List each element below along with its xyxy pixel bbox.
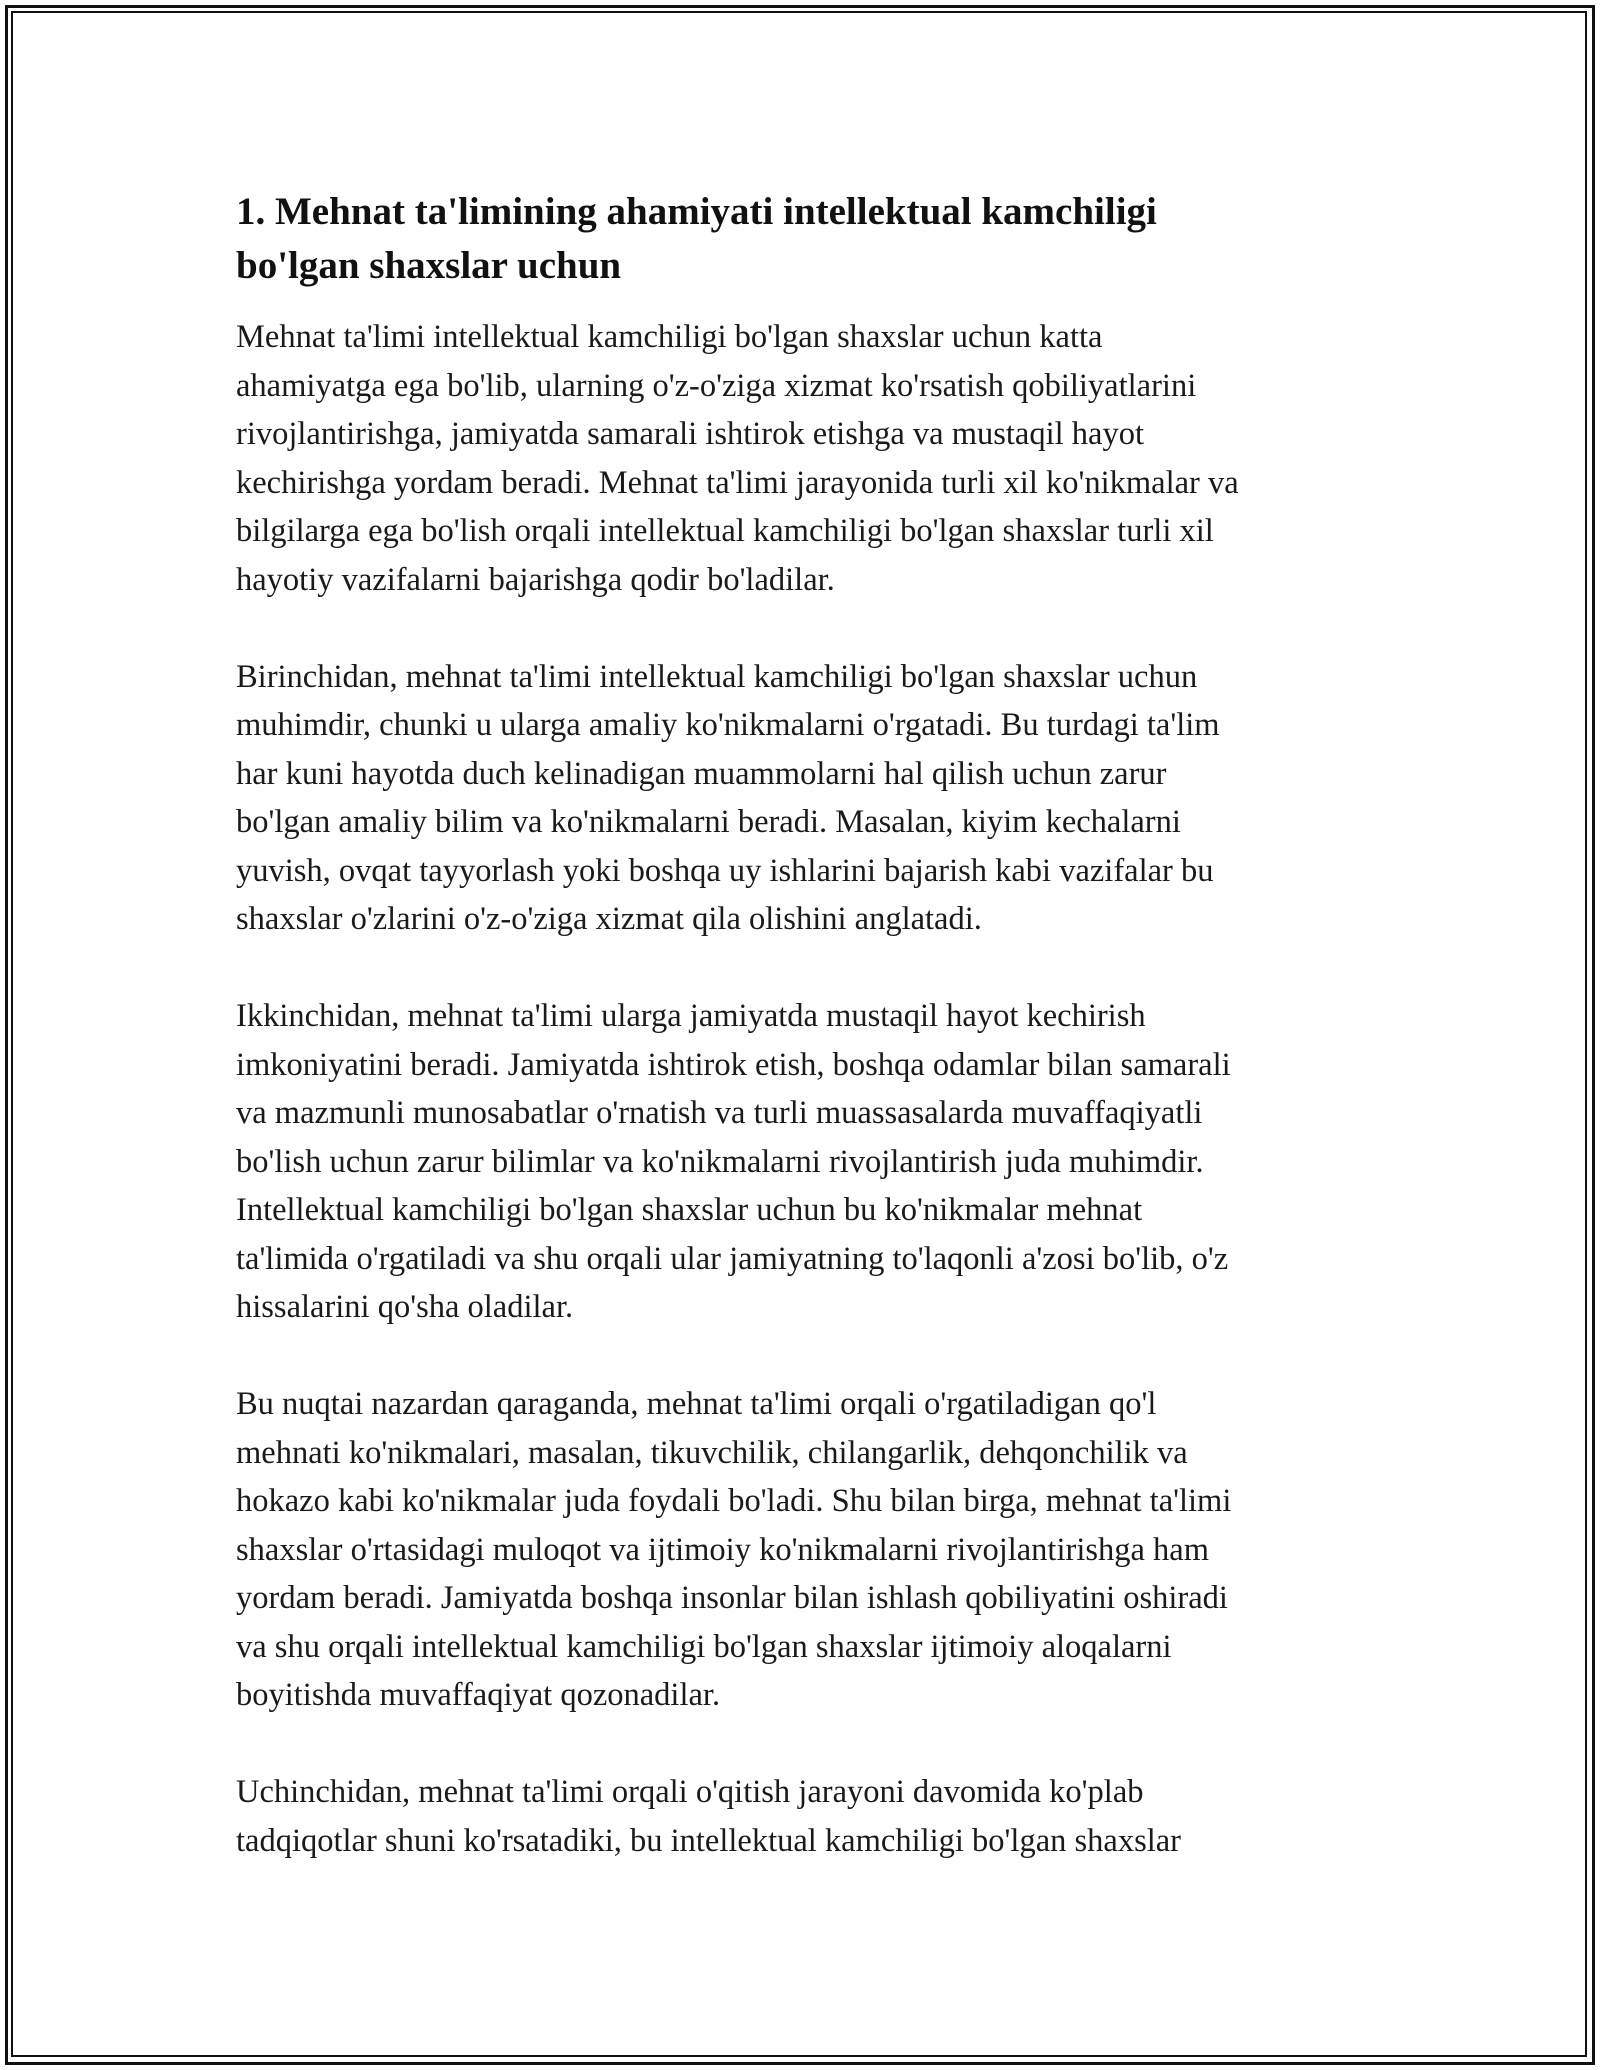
text-line: Ikkinchidan, mehnat ta'limi ularga jamiyatda mustaqil hayot kechirish bbox=[236, 998, 1146, 1034]
text-line: va mazmunli munosabatlar o'rnatish va turli muassasalarda muvaffaqiyatli bbox=[236, 1095, 1203, 1131]
text-line: bilgilarga ega bo'lish orqali intellektual kamchiligi bo'lgan shaxslar turli xil bbox=[236, 513, 1214, 549]
paragraph-3 bbox=[236, 992, 1376, 1332]
text-line: hayotiy vazifalarni bajarishga qodir bo'ladilar. bbox=[236, 561, 835, 598]
text-line: bo'lish uchun zarur bilimlar va ko'nikmalarni rivojlantirish juda muhimdir. bbox=[236, 1143, 1204, 1180]
text-line: yuvish, ovqat tayyorlash yoki boshqa uy ishlarini bajarish kabi vazifalar bu bbox=[236, 852, 1214, 889]
text-line: Mehnat ta'limi intellektual kamchiligi bo'lgan shaxslar uchun katta bbox=[236, 319, 1103, 355]
paragraph-5 bbox=[236, 1768, 1376, 1865]
document-body bbox=[236, 185, 1376, 1914]
text-line: shaxslar o'rtasidagi muloqot va ijtimoiy ko'nikmalarni rivojlantirishga ham bbox=[236, 1531, 1210, 1568]
text-line: tadqiqotlar shuni ko'rsatadiki, bu intellektual kamchiligi bo'lgan shaxslar bbox=[236, 1822, 1181, 1859]
text-line: bo'lgan amaliy bilim va ko'nikmalarni beradi. Masalan, kiyim kechalarni bbox=[236, 804, 1181, 840]
paragraph-2 bbox=[236, 653, 1376, 944]
text-line: ta'limida o'rgatiladi va shu orqali ular jamiyatning to'laqonli a'zosi bo'lib, o'z bbox=[236, 1240, 1229, 1277]
text-line: yordam beradi. Jamiyatda boshqa insonlar bilan ishlash qobiliyatini oshiradi bbox=[236, 1580, 1228, 1616]
text-line: Bu nuqtai nazardan qaraganda, mehnat ta'limi orqali o'rgatiladigan qo'l bbox=[236, 1386, 1157, 1422]
text-line: Uchinchidan, mehnat ta'limi orqali o'qitish jarayoni davomida ko'plab bbox=[236, 1774, 1144, 1810]
text-line: rivojlantirishga, jamiyatda samarali ishtirok etishga va mustaqil hayot bbox=[236, 416, 1144, 452]
text-line: har kuni hayotda duch kelinadigan muammolarni hal qilish uchun zarur bbox=[236, 755, 1167, 792]
text-line: shaxslar o'zlarini o'z-o'ziga xizmat qila olishini anglatadi. bbox=[236, 901, 982, 937]
section-heading: 1. Mehnat ta'limining ahamiyati intellektual kamchiligi bo'lgan shaxslar uchun bbox=[236, 190, 1157, 287]
text-line: hokazo kabi ko'nikmalar juda foydali bo'ladi. Shu bilan birga, mehnat ta'limi bbox=[236, 1483, 1232, 1519]
paragraph-1 bbox=[236, 313, 1376, 604]
text-line: Birinchidan, mehnat ta'limi intellektual kamchiligi bo'lgan shaxslar uchun bbox=[236, 658, 1198, 695]
text-line: imkoniyatini beradi. Jamiyatda ishtirok etish, boshqa odamlar bilan samarali bbox=[236, 1046, 1231, 1083]
paragraph-4 bbox=[236, 1380, 1376, 1720]
text-line: Intellektual kamchiligi bo'lgan shaxslar uchun bu ko'nikmalar mehnat bbox=[236, 1192, 1143, 1228]
text-line: boyitishda muvaffaqiyat qozonadilar. bbox=[236, 1677, 721, 1713]
text-line: va shu orqali intellektual kamchiligi bo'lgan shaxslar ijtimoiy aloqalarni bbox=[236, 1628, 1172, 1665]
text-line: hissalarini qo'sha oladilar. bbox=[236, 1289, 574, 1325]
text-line: kechirishga yordam beradi. Mehnat ta'limi jarayonida turli xil ko'nikmalar va bbox=[236, 464, 1239, 501]
text-line: mehnati ko'nikmalari, masalan, tikuvchilik, chilangarlik, dehqonchilik va bbox=[236, 1434, 1188, 1471]
text-line: muhimdir, chunki u ularga amaliy ko'nikmalarni o'rgatadi. Bu turdagi ta'lim bbox=[236, 707, 1220, 743]
text-line: ahamiyatga ega bo'lib, ularning o'z-o'ziga xizmat ko'rsatish qobiliyatlarini bbox=[236, 367, 1197, 404]
